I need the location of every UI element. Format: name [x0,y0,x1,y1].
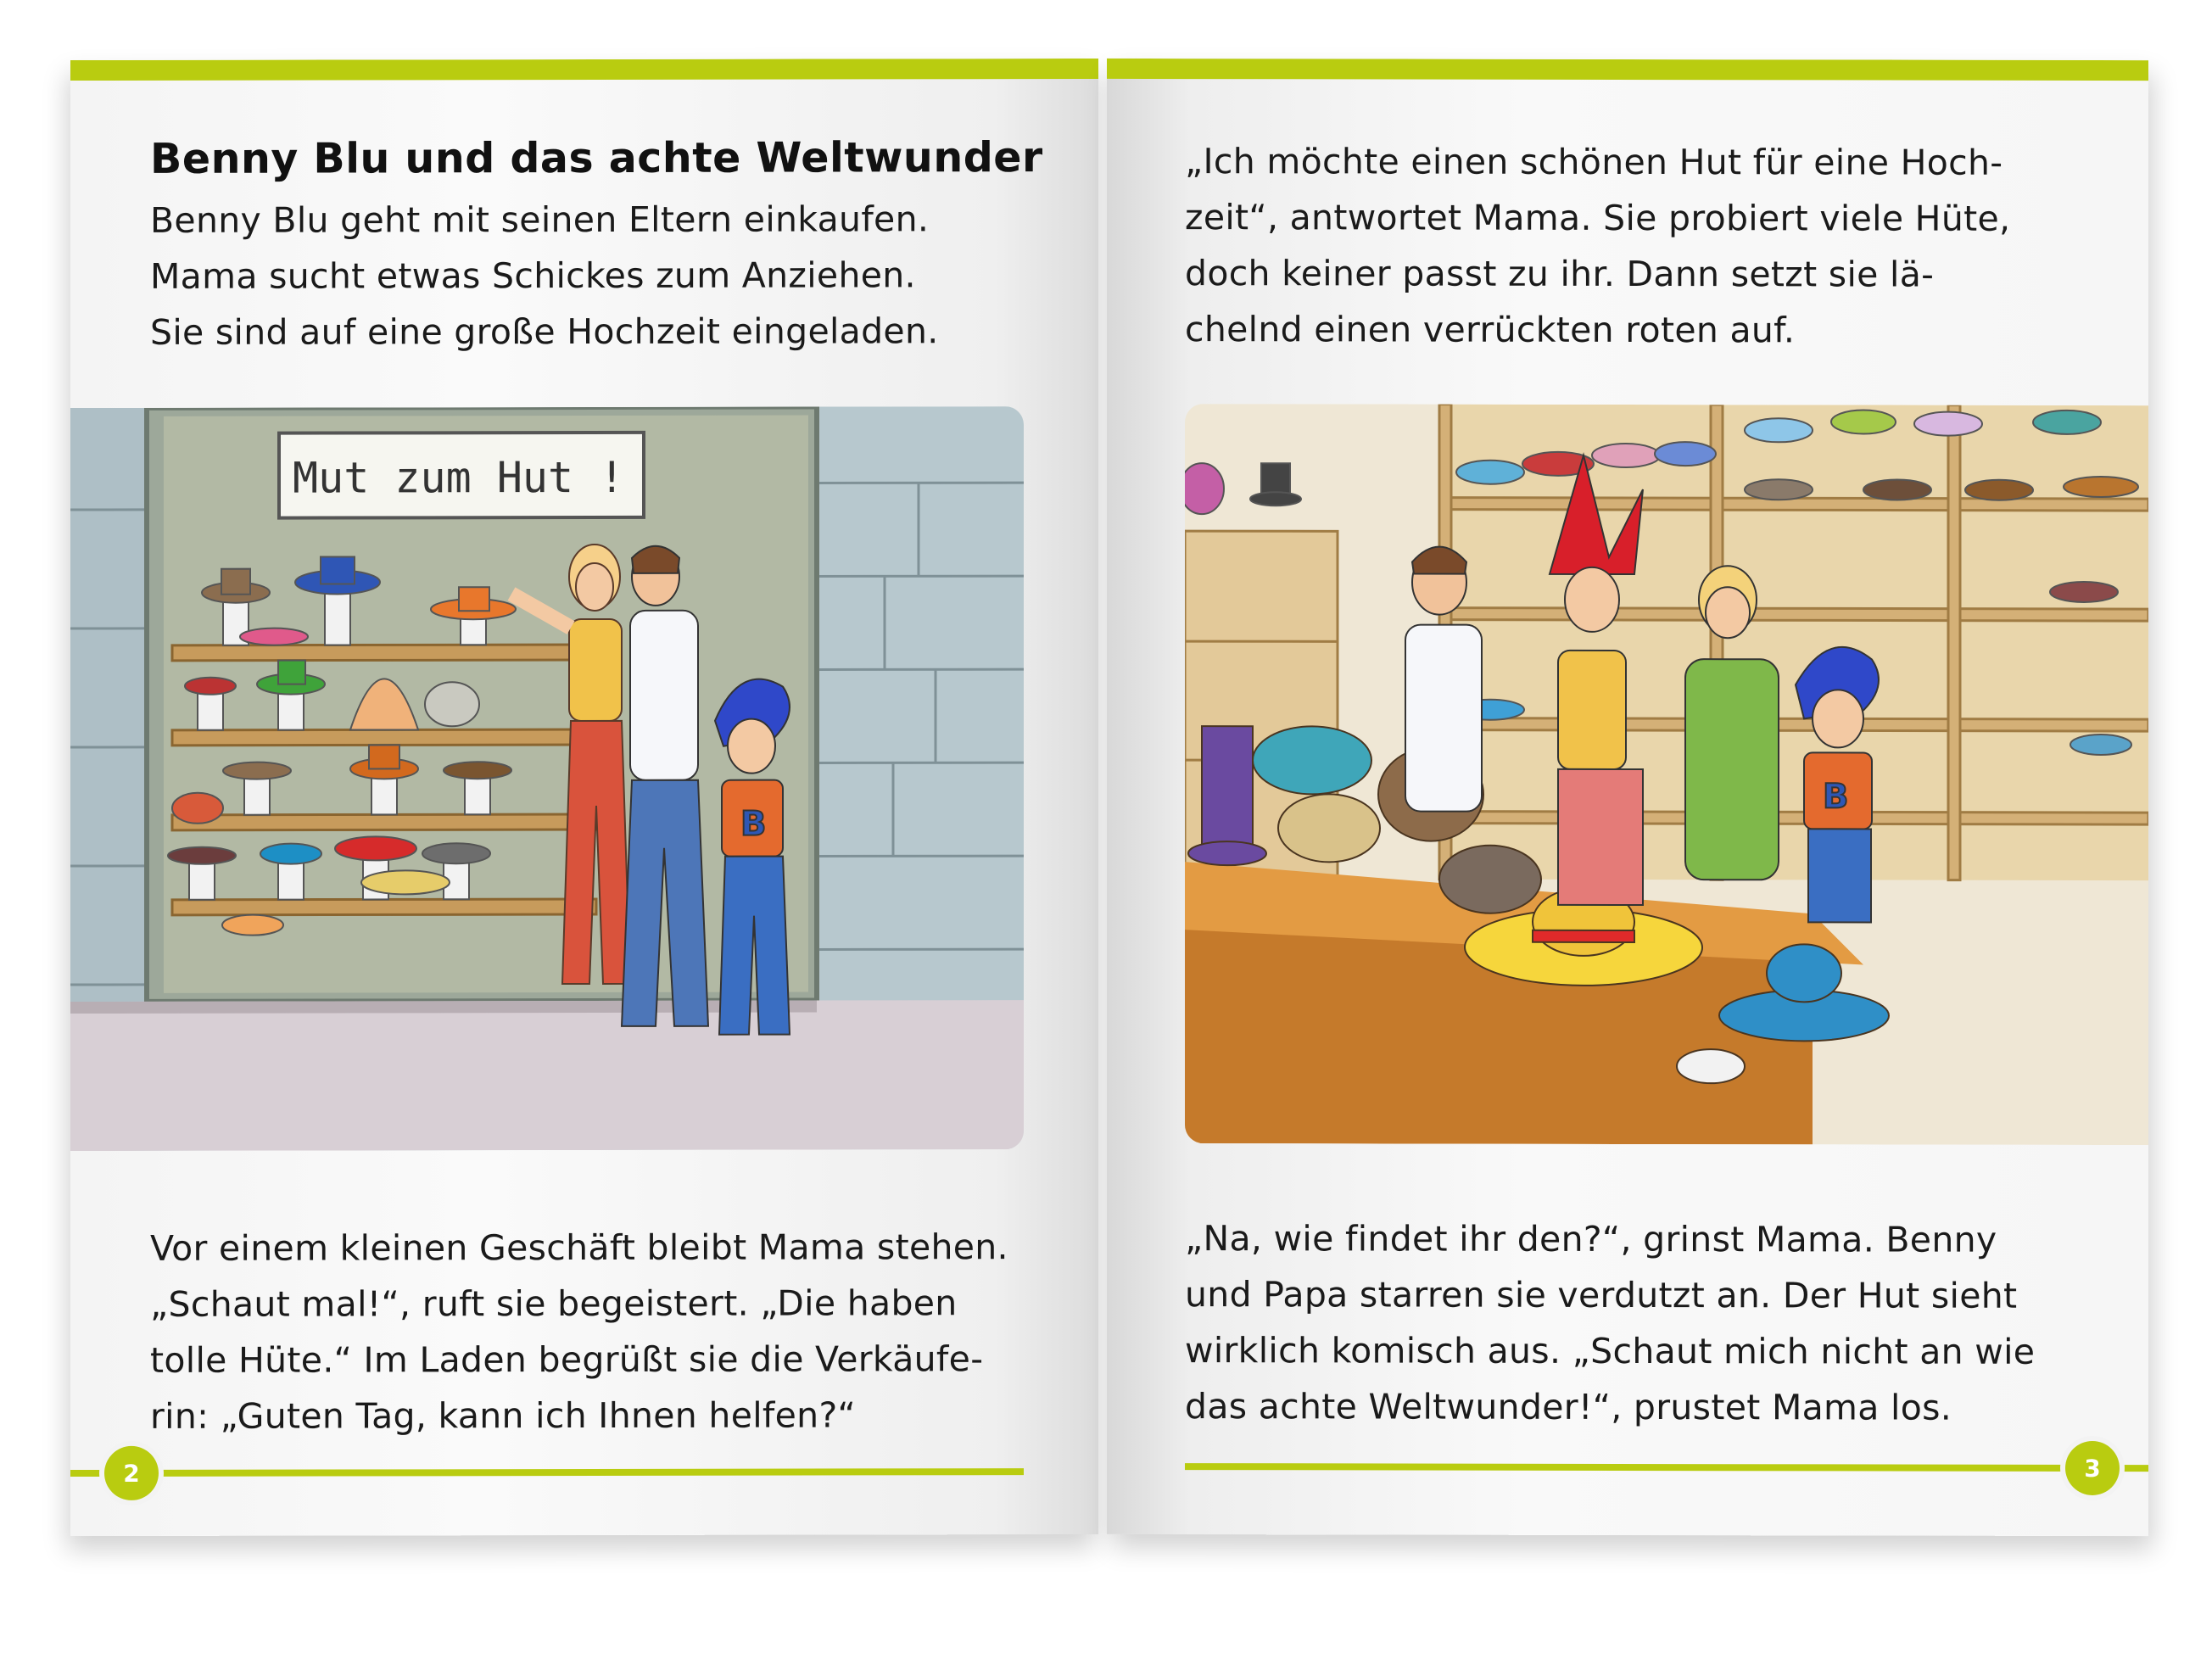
intro-paragraph: Benny Blu geht mit seinen Eltern einkaufen. Mama sucht etwas Schickes zum Anziehen. Sie sind auf eine große Hochzeit eingeladen. [150,198,939,353]
body-paragraph: „Na, wie findet ihr den?“, grinst Mama. Benny und Papa starren sie verdutzt an. Der Hut sieht wirklich komisch aus. „Schaut mich nicht an wie das achte Weltwunder!“, prustet Mama los. [1185,1218,2036,1428]
hat-shop-drawing [1185,404,2148,1145]
page-number-badge: 2 [104,1446,159,1500]
intro-paragraph: „Ich möchte einen schönen Hut für eine Hoch- zeit“, antwortet Mama. Sie probiert viele Hüte, doch keiner passt zu ihr. Dann setzt sie lä- chelnd einen verrückten roten auf. [1185,141,2011,351]
illustration-hat-shop [1185,404,2148,1145]
story-title: Benny Blu und das achte Weltwunder [150,133,1043,183]
page-number-badge: 3 [2065,1441,2120,1495]
sign-text: Mut zum Hut ! [293,452,625,503]
left-page [70,59,1098,1536]
shirt-letter: B [740,804,767,844]
footer-accent-line [70,1468,1024,1477]
illustration-shop-window [70,406,1024,1151]
shop-window-drawing [70,406,1024,1151]
top-accent-bar [70,59,1098,81]
body-paragraph: Vor einem kleinen Geschäft bleibt Mama stehen. „Schaut mal!“, ruft sie begeistert. „Die haben tolle Hüte.“ Im Laden begrüßt sie die Verkäufe- rin: „Guten Tag, kann ich Ihnen helfen?“ [150,1226,1008,1437]
right-page [1107,59,2148,1536]
top-accent-bar [1107,59,2148,81]
shirt-letter: B [1823,777,1849,817]
footer-accent-line [1185,1463,2148,1472]
